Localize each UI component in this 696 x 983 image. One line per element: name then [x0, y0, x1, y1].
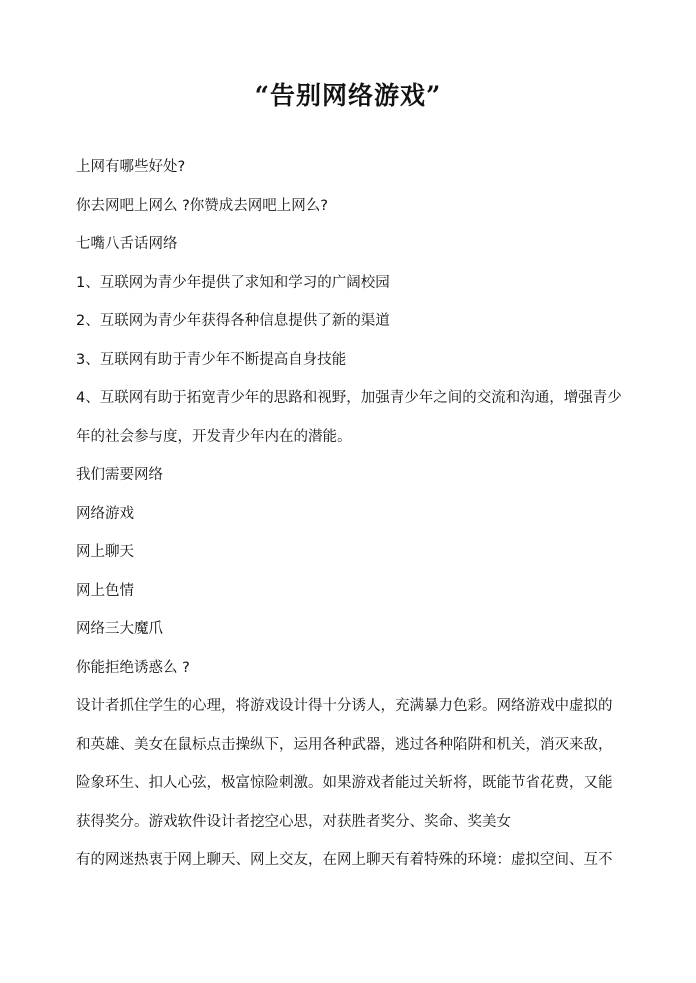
- body-line-online-pornography: 网上色情: [76, 582, 134, 599]
- document-body: [76, 158, 624, 890]
- body-line-question-benefits: 上网有哪些好处?: [76, 159, 186, 175]
- body-paragraph-games-line-1: 设计者抓住学生的心理，将游戏设计得十分诱人，充满暴力色彩。网络游戏中虚拟的: [76, 698, 613, 714]
- body-line-need-network: 我们需要网络: [76, 467, 163, 483]
- body-line-point-1: 1、互联网为青少年提供了求知和学习的广阔校园: [76, 274, 390, 291]
- body-paragraph-games-line-3: 险象环生、扣人心弦，极富惊险刺激。如果游戏者能过关斩将，既能节省花费，又能: [76, 775, 613, 791]
- body-line-online-games: 网络游戏: [76, 505, 134, 522]
- body-line-three-claws: 网络三大魔爪: [76, 621, 163, 637]
- body-line-discussion-heading: 七嘴八舌话网络: [76, 236, 178, 252]
- body-paragraph-chat-line-1: 有的网迷热衷于网上聊天、网上交友，在网上聊天有着特殊的环境：虚拟空间、互不: [76, 852, 613, 868]
- body-paragraph-games-line-4: 获得奖分。游戏软件设计者挖空心思，对获胜者奖分、奖命、奖美女: [76, 813, 511, 830]
- body-line-point-2: 2、互联网为青少年获得各种信息提供了新的渠道: [76, 313, 390, 329]
- body-line-point-4-part-1: 4、互联网有助于拓宽青少年的思路和视野，加强青少年之间的交流和沟通，增强青少: [76, 390, 622, 406]
- body-paragraph-games-line-2: 和英雄、美女在鼠标点击操纵下，运用各种武器，逃过各种陷阱和机关，消灭来敌，: [76, 736, 613, 753]
- body-line-question-internet-cafe: 你去网吧上网么 ?你赞成去网吧上网么?: [76, 197, 328, 214]
- body-line-online-chat: 网上聊天: [76, 544, 134, 560]
- body-line-point-3: 3、互联网有助于青少年不断提高自身技能: [76, 351, 347, 368]
- body-line-point-4-part-2: 年的社会参与度，开发青少年内在的潜能。: [76, 428, 352, 445]
- document-title: “告别网络游戏”: [254, 81, 442, 110]
- body-line-resist-temptation: 你能拒绝诱惑么 ?: [76, 659, 190, 676]
